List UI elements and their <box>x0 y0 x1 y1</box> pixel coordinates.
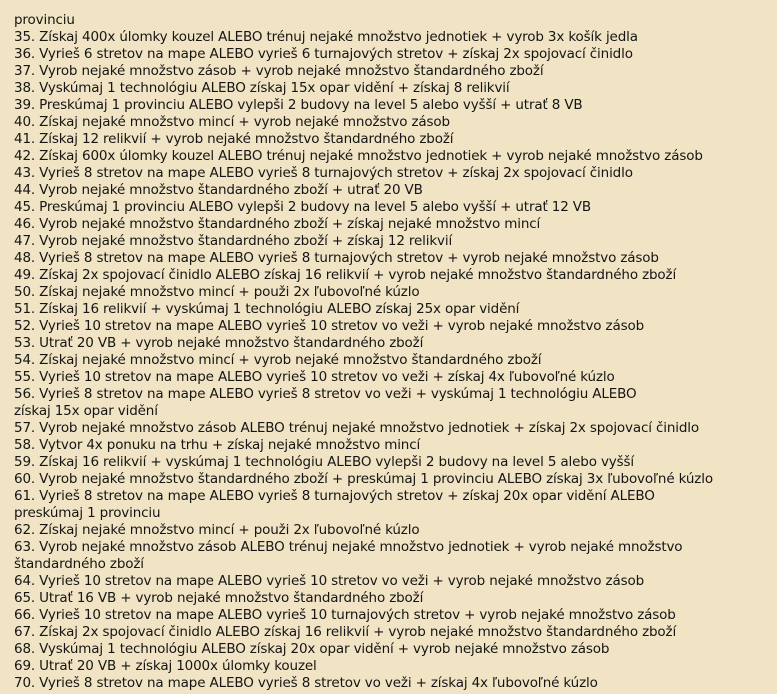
quest-line: 70. Vyrieš 8 stretov na mape ALEBO vyrieš 8 stretov vo veži + získaj 4x ľubovoľné kúzlo <box>14 675 598 691</box>
quest-line: 60. Vyrob nejaké množstvo štandardného zboží + preskúmaj 1 provinciu ALEBO získaj 3x ľubovoľné kúzlo <box>14 471 713 487</box>
quest-line: 69. Utrať 20 VB + získaj 1000x úlomky kouzel <box>14 658 317 674</box>
quest-line: 67. Získaj 2x spojovací činidlo ALEBO získaj 16 relikvií + vyrob nejaké množstvo štandardného zboží <box>14 624 677 640</box>
quest-line: 56. Vyrieš 8 stretov na mape ALEBO vyrieš 8 stretov vo veži + vyskúmaj 1 technológiu ALEBO <box>14 386 637 402</box>
quest-line: 62. Získaj nejaké množstvo mincí + použi 2x ľubovoľné kúzlo <box>14 522 420 538</box>
quest-line: 38. Vyskúmaj 1 technológiu ALEBO získaj 15x opar vidění + získaj 8 relikvií <box>14 80 510 96</box>
quest-line: 54. Získaj nejaké množstvo mincí + vyrob nejaké množstvo štandardného zboží <box>14 352 542 368</box>
quest-line: 42. Získaj 600x úlomky kouzel ALEBO trénuj nejaké množstvo jednotiek + vyrob nejaké množstvo zásob <box>14 148 703 164</box>
quest-line: 39. Preskúmaj 1 provinciu ALEBO vylepši 2 budovy na level 5 alebo vyšší + utrať 8 VB <box>14 97 583 113</box>
quest-line: 59. Získaj 16 relikvií + vyskúmaj 1 technológiu ALEBO vylepši 2 budovy na level 5 alebo vyšší <box>14 454 635 470</box>
quest-line: 55. Vyrieš 10 stretov na mape ALEBO vyrieš 10 stretov vo veži + získaj 4x ľubovoľné kúzlo <box>14 369 615 385</box>
quest-line: preskúmaj 1 provinciu <box>14 505 161 521</box>
quest-line: 36. Vyrieš 6 stretov na mape ALEBO vyrieš 6 turnajových stretov + získaj 2x spojovací činidlo <box>14 46 633 62</box>
quest-line: 43. Vyrieš 8 stretov na mape ALEBO vyrieš 8 turnajových stretov + získaj 2x spojovací činidlo <box>14 165 633 181</box>
quest-line: 61. Vyrieš 8 stretov na mape ALEBO vyrieš 8 turnajových stretov + získaj 20x opar vidění ALEBO <box>14 488 655 504</box>
quest-line: 45. Preskúmaj 1 provinciu ALEBO vylepši 2 budovy na level 5 alebo vyšší + utrať 12 VB <box>14 199 591 215</box>
quest-line: 57. Vyrob nejaké množstvo zásob ALEBO trénuj nejaké množstvo jednotiek + získaj 2x spojovací činidlo <box>14 420 700 436</box>
quest-line: 48. Vyrieš 8 stretov na mape ALEBO vyrieš 8 turnajových stretov + vyrob nejaké množstvo zásob <box>14 250 659 266</box>
quest-line: 41. Získaj 12 relikvií + vyrob nejaké množstvo štandardného zboží <box>14 131 454 147</box>
quest-line: 35. Získaj 400x úlomky kouzel ALEBO trénuj nejaké množstvo jednotiek + vyrob 3x košík jedla <box>14 29 638 45</box>
quest-line: 68. Vyskúmaj 1 technológiu ALEBO získaj 20x opar vidění + vyrob nejaké množstvo zásob <box>14 641 610 657</box>
quest-line: 64. Vyrieš 10 stretov na mape ALEBO vyrieš 10 stretov vo veži + vyrob nejaké množstvo zásob <box>14 573 645 589</box>
quest-line: získaj 15x opar vidění <box>14 403 158 419</box>
quest-line: 37. Vyrob nejaké množstvo zásob + vyrob nejaké množstvo štandardného zboží <box>14 63 544 79</box>
quest-line: 47. Vyrob nejaké množstvo štandardného zboží + získaj 12 relikvií <box>14 233 453 249</box>
quest-line: 51. Získaj 16 relikvií + vyskúmaj 1 technológiu ALEBO získaj 25x opar vidění <box>14 301 520 317</box>
quest-line: 63. Vyrob nejaké množstvo zásob ALEBO trénuj nejaké množstvo jednotiek + vyrob nejaké množstvo <box>14 539 683 555</box>
quest-line: 65. Utrať 16 VB + vyrob nejaké množstvo štandardného zboží <box>14 590 424 606</box>
quest-line: 58. Vytvor 4x ponuku na trhu + získaj nejaké množstvo mincí <box>14 437 421 453</box>
quest-line: 53. Utrať 20 VB + vyrob nejaké množstvo štandardného zboží <box>14 335 424 351</box>
quest-line: 50. Získaj nejaké množstvo mincí + použi 2x ľubovoľné kúzlo <box>14 284 420 300</box>
quest-list <box>14 12 763 692</box>
quest-line: štandardného zboží <box>14 556 144 572</box>
quest-line: 40. Získaj nejaké množstvo mincí + vyrob nejaké množstvo zásob <box>14 114 450 130</box>
quest-line: 46. Vyrob nejaké množstvo štandardného zboží + získaj nejaké množstvo mincí <box>14 216 541 232</box>
quest-line: 49. Získaj 2x spojovací činidlo ALEBO získaj 16 relikvií + vyrob nejaké množstvo štandardného zboží <box>14 267 677 283</box>
quest-line: 44. Vyrob nejaké množstvo štandardného zboží + utrať 20 VB <box>14 182 423 198</box>
quest-line: 52. Vyrieš 10 stretov na mape ALEBO vyrieš 10 stretov vo veži + vyrob nejaké množstvo zásob <box>14 318 645 334</box>
quest-line: 66. Vyrieš 10 stretov na mape ALEBO vyrieš 10 turnajových stretov + vyrob nejaké množstvo zásob <box>14 607 676 623</box>
quest-line: provinciu <box>14 12 75 28</box>
